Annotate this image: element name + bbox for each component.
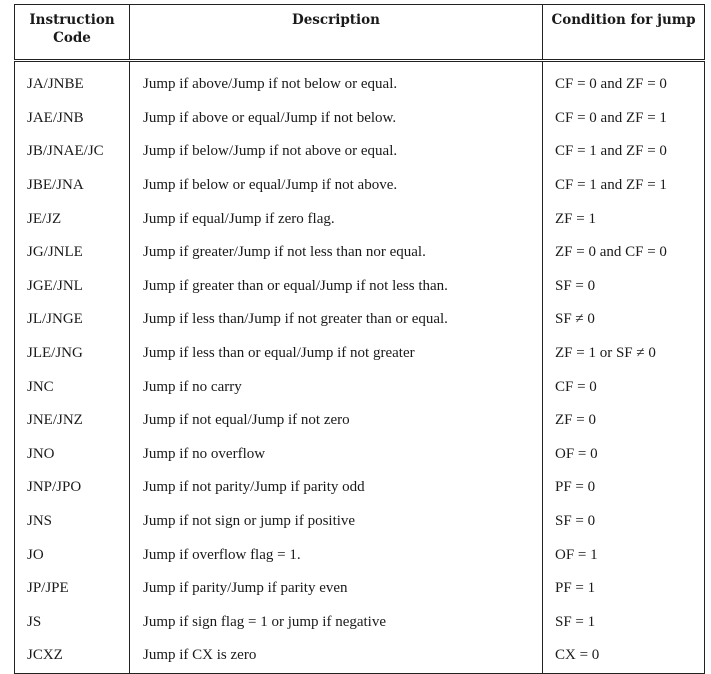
instruction-code-cell: JGE/JNL xyxy=(15,270,130,304)
table-row xyxy=(15,471,705,505)
description-cell: Jump if below or equal/Jump if not above. xyxy=(130,169,543,203)
description-cell: Jump if less than or equal/Jump if not greater xyxy=(130,337,543,371)
table-row xyxy=(15,572,705,606)
description-cell: Jump if greater than or equal/Jump if not less than. xyxy=(130,270,543,304)
condition-cell: SF = 0 xyxy=(543,505,705,539)
condition-cell: OF = 0 xyxy=(543,438,705,472)
table-row xyxy=(15,639,705,673)
table-row xyxy=(15,270,705,304)
table-row xyxy=(15,102,705,136)
description-cell: Jump if sign flag = 1 or jump if negative xyxy=(130,606,543,640)
condition-cell: OF = 1 xyxy=(543,538,705,572)
instruction-code-cell: JNO xyxy=(15,438,130,472)
condition-cell: CF = 1 and ZF = 0 xyxy=(543,135,705,169)
table-row xyxy=(15,169,705,203)
instruction-code-cell: JE/JZ xyxy=(15,202,130,236)
instruction-code-cell: JBE/JNA xyxy=(15,169,130,203)
table-header xyxy=(15,5,705,61)
table-row xyxy=(15,606,705,640)
condition-cell: PF = 1 xyxy=(543,572,705,606)
header-description: Description xyxy=(130,5,543,61)
description-cell: Jump if CX is zero xyxy=(130,639,543,673)
condition-cell: CF = 0 xyxy=(543,370,705,404)
instruction-code-cell: JCXZ xyxy=(15,639,130,673)
header-instruction-code: Instruction Code xyxy=(15,5,130,61)
description-cell: Jump if not sign or jump if positive xyxy=(130,505,543,539)
instruction-code-cell: JNE/JNZ xyxy=(15,404,130,438)
condition-cell: SF = 0 xyxy=(543,270,705,304)
description-cell: Jump if below/Jump if not above or equal. xyxy=(130,135,543,169)
description-cell: Jump if not parity/Jump if parity odd xyxy=(130,471,543,505)
description-cell: Jump if above/Jump if not below or equal. xyxy=(130,61,543,102)
description-cell: Jump if parity/Jump if parity even xyxy=(130,572,543,606)
table-row xyxy=(15,505,705,539)
instruction-code-cell: JL/JNGE xyxy=(15,303,130,337)
table-row xyxy=(15,135,705,169)
table-body xyxy=(15,61,705,674)
jump-instructions-table xyxy=(14,4,705,674)
condition-cell: CF = 1 and ZF = 1 xyxy=(543,169,705,203)
description-cell: Jump if not equal/Jump if not zero xyxy=(130,404,543,438)
header-condition: Condition for jump xyxy=(543,5,705,61)
instruction-code-cell: JAE/JNB xyxy=(15,102,130,136)
instruction-code-cell: JB/JNAE/JC xyxy=(15,135,130,169)
condition-cell: ZF = 0 and CF = 0 xyxy=(543,236,705,270)
jump-instructions-table-container xyxy=(14,4,704,674)
condition-cell: ZF = 0 xyxy=(543,404,705,438)
description-cell: Jump if overflow flag = 1. xyxy=(130,538,543,572)
table-row xyxy=(15,337,705,371)
table-row xyxy=(15,202,705,236)
instruction-code-cell: JNC xyxy=(15,370,130,404)
description-cell: Jump if above or equal/Jump if not below. xyxy=(130,102,543,136)
condition-cell: SF = 1 xyxy=(543,606,705,640)
description-cell: Jump if no carry xyxy=(130,370,543,404)
instruction-code-cell: JG/JNLE xyxy=(15,236,130,270)
description-cell: Jump if equal/Jump if zero flag. xyxy=(130,202,543,236)
header-row xyxy=(15,5,705,61)
description-cell: Jump if less than/Jump if not greater than or equal. xyxy=(130,303,543,337)
condition-cell: PF = 0 xyxy=(543,471,705,505)
table-row xyxy=(15,438,705,472)
table-row xyxy=(15,303,705,337)
description-cell: Jump if no overflow xyxy=(130,438,543,472)
instruction-code-cell: JNS xyxy=(15,505,130,539)
table-row xyxy=(15,370,705,404)
condition-cell: ZF = 1 xyxy=(543,202,705,236)
instruction-code-cell: JNP/JPO xyxy=(15,471,130,505)
table-row xyxy=(15,236,705,270)
instruction-code-cell: JLE/JNG xyxy=(15,337,130,371)
table-row xyxy=(15,538,705,572)
condition-cell: ZF = 1 or SF ≠ 0 xyxy=(543,337,705,371)
condition-cell: CF = 0 and ZF = 1 xyxy=(543,102,705,136)
instruction-code-cell: JS xyxy=(15,606,130,640)
condition-cell: CF = 0 and ZF = 0 xyxy=(543,61,705,102)
condition-cell: CX = 0 xyxy=(543,639,705,673)
table-row xyxy=(15,404,705,438)
condition-cell: SF ≠ 0 xyxy=(543,303,705,337)
instruction-code-cell: JP/JPE xyxy=(15,572,130,606)
table-row xyxy=(15,61,705,102)
instruction-code-cell: JA/JNBE xyxy=(15,61,130,102)
instruction-code-cell: JO xyxy=(15,538,130,572)
description-cell: Jump if greater/Jump if not less than nor equal. xyxy=(130,236,543,270)
